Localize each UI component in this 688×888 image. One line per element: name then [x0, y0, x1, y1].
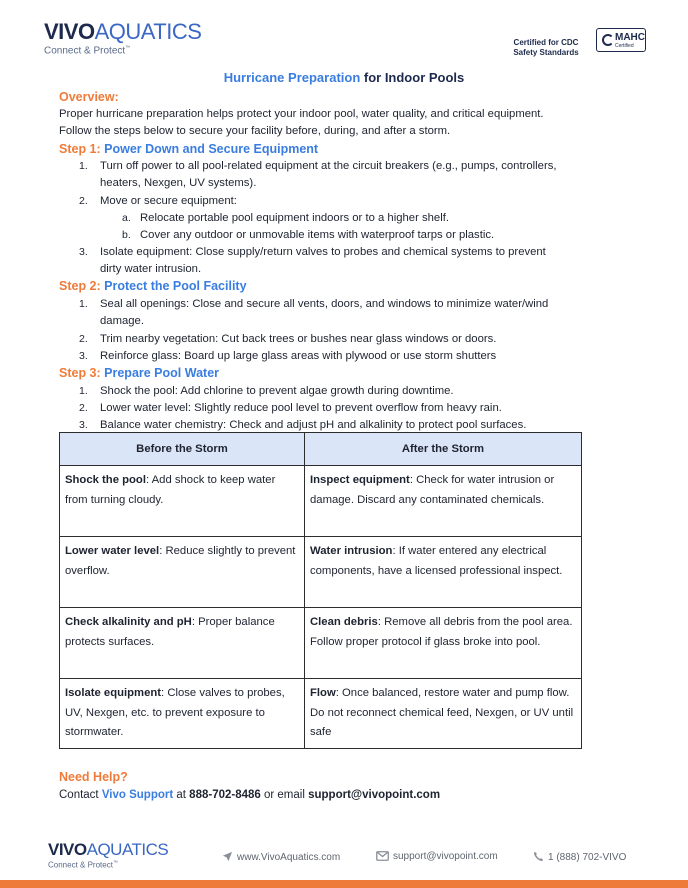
- footer-phone-link[interactable]: 1 (888) 702-VIVO: [533, 851, 626, 863]
- step-3-heading: Step 3: Prepare Pool Water: [59, 366, 220, 380]
- footer-email-link[interactable]: support@vivopoint.com: [376, 851, 498, 862]
- table-row: [60, 679, 582, 749]
- storm-checklist-table: [59, 432, 582, 749]
- send-arrow-icon: [222, 851, 233, 862]
- step-2-heading: Step 2: Protect the Pool Facility: [59, 279, 247, 293]
- sub-list-item: a. Relocate portable pool equipment indoors or to a higher shelf.: [122, 212, 449, 224]
- need-help-heading: Need Help?: [59, 770, 128, 784]
- list-item: 3. Balance water chemistry: Check and adjust pH and alkalinity to protect pool surfaces.: [79, 419, 527, 431]
- overview-heading: Overview:: [59, 90, 119, 104]
- column-header-before: Before the Storm: [60, 433, 305, 466]
- overview-text: Proper hurricane preparation helps protect your indoor pool, water quality, and critical equipment. Follow the steps below to secure your facility before, during, and after a storm.: [59, 108, 544, 137]
- list-item: 3. Reinforce glass: Board up large glass areas with plywood or use storm shutters: [79, 350, 497, 362]
- table-row: [60, 466, 582, 537]
- list-item: 2. Trim nearby vegetation: Cut back trees or bushes near glass windows or doors.: [79, 333, 497, 345]
- table-cell-after: Clean debris: Remove all debris from the pool area. Follow proper protocol if glass broke into pool.: [305, 608, 582, 679]
- list-item: 3. Isolate equipment: Close supply/return valves to probes and chemical systems to prevent dirty water intrusion.: [79, 246, 546, 275]
- list-item: 1. Shock the pool: Add chlorine to prevent algae growth during downtime.: [79, 385, 454, 397]
- table-row: [60, 537, 582, 608]
- phone-icon: [533, 851, 544, 862]
- vivo-aquatics-logo[interactable]: [44, 20, 201, 56]
- contact-line: Contact Vivo Support at 888-702-8486 or email support@vivopoint.com: [59, 789, 441, 801]
- logo-tagline: Connect & Protect™: [44, 45, 131, 57]
- table-cell-before: Check alkalinity and pH: Proper balance protects surfaces.: [60, 608, 305, 679]
- table-cell-after: Flow: Once balanced, restore water and pump flow. Do not reconnect chemical feed, Nexgen, or UV until safe: [305, 679, 582, 749]
- footer-website-link[interactable]: www.VivoAquatics.com: [222, 851, 340, 863]
- table-cell-before: Lower water level: Reduce slightly to prevent overflow.: [60, 537, 305, 608]
- list-item: 2. Move or secure equipment:: [79, 195, 237, 207]
- footer-logo[interactable]: VIVOAQUATICS Connect & Protect™: [48, 840, 169, 870]
- mahc-badge: MAHC Certified: [596, 28, 646, 52]
- table-header-row: [60, 433, 582, 466]
- table-row: [60, 608, 582, 679]
- logo-wordmark: VIVOAQUATICS: [44, 19, 202, 44]
- support-phone[interactable]: 888-702-8486: [189, 789, 261, 801]
- table-cell-after: Water intrusion: If water entered any electrical components, have a licensed professional inspect.: [305, 537, 582, 608]
- mahc-badge-icon: [602, 34, 614, 46]
- table-cell-after: Inspect equipment: Check for water intrusion or damage. Discard any contaminated chemicals.: [305, 466, 582, 537]
- mail-icon: [376, 851, 389, 861]
- page-header: [0, 0, 688, 70]
- list-item: 2. Lower water level: Slightly reduce pool level to prevent overflow from heavy rain.: [79, 402, 502, 414]
- list-item: 1. Turn off power to all pool-related equipment at the circuit breakers (e.g., pumps, controllers, heaters, Nexgen, UV systems).: [79, 160, 557, 189]
- list-item: 1. Seal all openings: Close and secure all vents, doors, and windows to minimize water/wind damage.: [79, 298, 549, 327]
- footer-accent-bar: [0, 880, 688, 888]
- table-cell-before: Isolate equipment: Close valves to probes, UV, Nexgen, etc. to prevent exposure to stormwater.: [60, 679, 305, 749]
- sub-list-item: b. Cover any outdoor or unmovable items with waterproof tarps or plastic.: [122, 229, 495, 241]
- page-title: Hurricane Preparation for Indoor Pools: [223, 70, 465, 85]
- column-header-after: After the Storm: [305, 433, 582, 466]
- vivo-support-link[interactable]: Vivo Support: [101, 789, 174, 801]
- step-1-heading: Step 1: Power Down and Secure Equipment: [59, 142, 319, 156]
- support-email-link[interactable]: support@vivopoint.com: [308, 789, 441, 801]
- table-cell-before: Shock the pool: Add shock to keep water from turning cloudy.: [60, 466, 305, 537]
- cdc-certification-note: Certified for CDC Safety Standards: [513, 38, 579, 57]
